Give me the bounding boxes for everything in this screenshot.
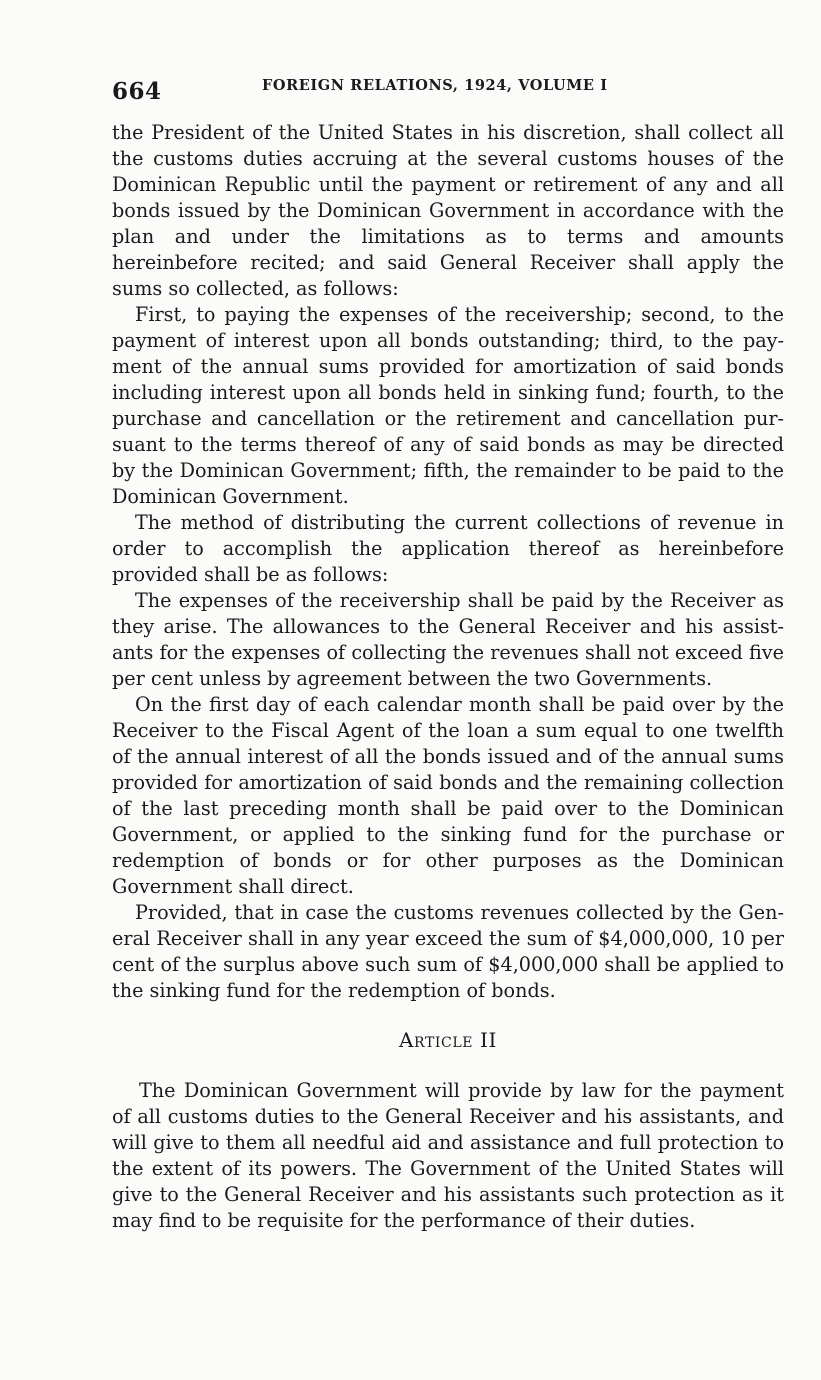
page-header	[112, 74, 784, 110]
article-heading: Article II	[399, 1028, 497, 1052]
paragraph-application-order: First, to paying the expenses of the receivership; second, to the payment of interest upon all bonds outstanding; third, to the payment of the annual sums provided for amortization of said bonds including interest upon all bonds held in sinking fund; fourth, to the purchase and cancellation or the retirement and cancellation pursuant to the terms thereof of any of said bonds as may be directed by the Dominican Government; fifth, the remainder to be paid to the Dominican Government.	[112, 303, 784, 508]
page-number: 664	[112, 78, 162, 105]
paragraph-proviso: Provided, that in case the customs revenues collected by the General Receiver shall in any year exceed the sum of $4,000,000, 10 per cent of the surplus above such sum of $4,000,000 shall be applied to the sinking fund for the redemption of bonds.	[112, 901, 784, 1002]
paragraph-receivership-expenses: The expenses of the receivership shall be paid by the Receiver as they arise. The allowances to the General Receiver and his assistants for the expenses of collecting the revenues shall not exceed five per cent unless by agreement between the two Governments.	[112, 589, 784, 690]
paragraph-article-two: The Dominican Government will provide by law for the payment of all customs duties to the General Receiver and his assistants, and will give to them all needful aid and assistance and full protection to the extent of its powers. The Government of the United States will give to the General Receiver and his assistants such protection as it may find to be requisite for the performance of their duties.	[112, 1079, 784, 1232]
paragraph-distribution-method: The method of distributing the current collections of revenue in order to accomplish the application thereof as hereinbefore provided shall be as follows:	[112, 511, 784, 586]
running-head: FOREIGN RELATIONS, 1924, VOLUME I	[262, 77, 608, 94]
paragraph-monthly-payment: On the first day of each calendar month shall be paid over by the Receiver to the Fiscal Agent of the loan a sum equal to one twelfth of the annual interest of all the bonds issued and of the annual sums provided for amortization of said bonds and the remaining collection of the last preceding month shall be paid over to the Dominican Government, or applied to the sinking fund for the purchase or redemption of bonds or for other purposes as the Dominican Government shall direct.	[112, 693, 784, 898]
body-text	[112, 120, 784, 1234]
paragraph-continuation: the President of the United States in his discretion, shall collect all the customs duties accruing at the several customs houses of the Dominican Republic until the payment or retirement of any and all bonds issued by the Dominican Government in accordance with the plan and under the limitations as to terms and amounts hereinbefore recited; and said General Receiver shall apply the sums so collected, as follows:	[112, 121, 784, 300]
